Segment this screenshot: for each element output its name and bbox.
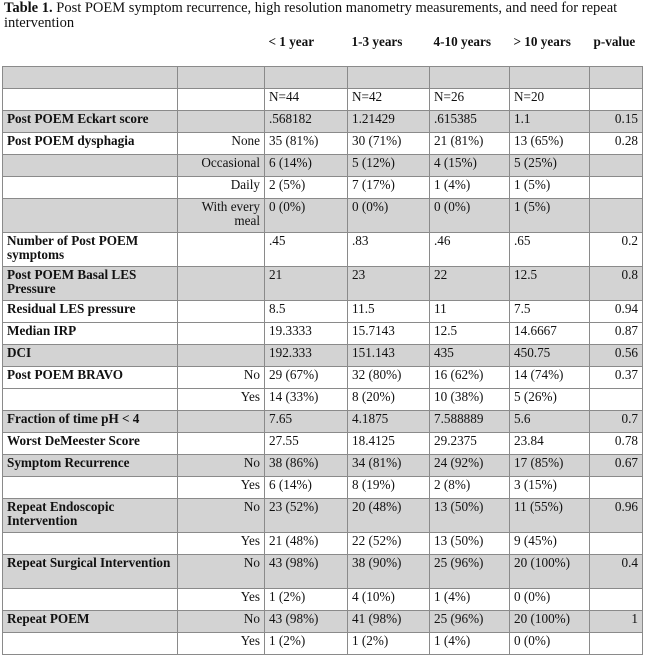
blank-cell [590, 66, 643, 88]
table-row [3, 388, 643, 410]
blank-cell [348, 66, 430, 88]
column-header: > 10 years [510, 32, 590, 66]
row-label: Number of Post POEM symptoms [3, 232, 178, 266]
value-cell: 18.4125 [348, 432, 430, 454]
column-header: < 1 year [265, 32, 348, 66]
value-cell: 8 (20%) [348, 388, 430, 410]
value-cell: 1 (2%) [265, 632, 348, 654]
row-sublabel [178, 110, 265, 132]
blank-cell [178, 66, 265, 88]
table-row [3, 198, 643, 232]
value-cell: 34 (81%) [348, 454, 430, 476]
value-cell: 23.84 [510, 432, 590, 454]
row-label: Fraction of time pH < 4 [3, 410, 178, 432]
row-label: Residual LES pressure [3, 300, 178, 322]
count-cell: N=44 [265, 88, 348, 110]
row-sublabel: Yes [178, 632, 265, 654]
table-row [3, 610, 643, 632]
p-value-cell [590, 176, 643, 198]
value-cell: 0 (0%) [430, 198, 510, 232]
value-cell: 30 (71%) [348, 132, 430, 154]
count-cell: N=20 [510, 88, 590, 110]
row-label [3, 588, 178, 610]
p-value-cell [590, 532, 643, 554]
blank-cell [590, 88, 643, 110]
value-cell: 5.6 [510, 410, 590, 432]
table-row [3, 432, 643, 454]
value-cell: 8.5 [265, 300, 348, 322]
row-label: Post POEM BRAVO [3, 366, 178, 388]
p-value-cell: 0.8 [590, 266, 643, 300]
value-cell: 1.1 [510, 110, 590, 132]
value-cell: 5 (25%) [510, 154, 590, 176]
value-cell: 2 (5%) [265, 176, 348, 198]
value-cell: 1 (5%) [510, 198, 590, 232]
p-value-cell: 0.67 [590, 454, 643, 476]
value-cell: 10 (38%) [430, 388, 510, 410]
counts-row [3, 88, 643, 110]
row-label: Worst DeMeester Score [3, 432, 178, 454]
table-row [3, 410, 643, 432]
p-value-cell [590, 588, 643, 610]
value-cell: 32 (80%) [348, 366, 430, 388]
value-cell: 151.143 [348, 344, 430, 366]
value-cell: 27.55 [265, 432, 348, 454]
p-value-cell: 0.87 [590, 322, 643, 344]
row-label: Symptom Recurrence [3, 454, 178, 476]
p-value-cell: 0.78 [590, 432, 643, 454]
blank-cell [3, 66, 178, 88]
value-cell: 16 (62%) [430, 366, 510, 388]
row-sublabel [178, 232, 265, 266]
table-row [3, 232, 643, 266]
value-cell: 7.5 [510, 300, 590, 322]
value-cell: 25 (96%) [430, 610, 510, 632]
table-caption [0, 0, 645, 32]
table-row [3, 132, 643, 154]
row-sublabel: Yes [178, 476, 265, 498]
header-blank [3, 32, 178, 66]
value-cell: 5 (26%) [510, 388, 590, 410]
value-cell: 9 (45%) [510, 532, 590, 554]
value-cell: 11 [430, 300, 510, 322]
p-value-cell [590, 154, 643, 176]
row-sublabel: With every meal [178, 198, 265, 232]
value-cell: 0 (0%) [265, 198, 348, 232]
column-header: p-value [590, 32, 643, 66]
value-cell: 25 (96%) [430, 554, 510, 588]
value-cell: 22 [430, 266, 510, 300]
row-label: Post POEM dysphagia [3, 132, 178, 154]
table-row [3, 322, 643, 344]
count-cell: N=42 [348, 88, 430, 110]
row-sublabel: No [178, 366, 265, 388]
value-cell: 12.5 [430, 322, 510, 344]
value-cell: 12.5 [510, 266, 590, 300]
blank-cell [265, 66, 348, 88]
p-value-cell: 0.28 [590, 132, 643, 154]
row-label [3, 476, 178, 498]
value-cell: 8 (19%) [348, 476, 430, 498]
value-cell: .83 [348, 232, 430, 266]
value-cell: 0 (0%) [510, 588, 590, 610]
value-cell: 17 (85%) [510, 454, 590, 476]
row-label: Post POEM Basal LES Pressure [3, 266, 178, 300]
blank-cell [430, 66, 510, 88]
row-label [3, 176, 178, 198]
table-row [3, 176, 643, 198]
value-cell: 23 (52%) [265, 498, 348, 532]
table-row [3, 154, 643, 176]
value-cell: 29.2375 [430, 432, 510, 454]
p-value-cell [590, 198, 643, 232]
value-cell: 7 (17%) [348, 176, 430, 198]
table-row [3, 110, 643, 132]
value-cell: 435 [430, 344, 510, 366]
value-cell: 1 (2%) [348, 632, 430, 654]
header-blank [178, 32, 265, 66]
value-cell: 20 (100%) [510, 610, 590, 632]
value-cell: 4.1875 [348, 410, 430, 432]
row-sublabel: Occasional [178, 154, 265, 176]
column-header: 1-3 years [348, 32, 430, 66]
row-label [3, 532, 178, 554]
value-cell: 1.21429 [348, 110, 430, 132]
header-row [3, 32, 643, 66]
value-cell: 0 (0%) [348, 198, 430, 232]
value-cell: .568182 [265, 110, 348, 132]
value-cell: 1 (4%) [430, 176, 510, 198]
row-sublabel: None [178, 132, 265, 154]
row-label [3, 632, 178, 654]
row-sublabel [178, 266, 265, 300]
value-cell: 2 (8%) [430, 476, 510, 498]
value-cell: .65 [510, 232, 590, 266]
count-cell: N=26 [430, 88, 510, 110]
value-cell: 14 (33%) [265, 388, 348, 410]
value-cell: 24 (92%) [430, 454, 510, 476]
value-cell: 13 (65%) [510, 132, 590, 154]
value-cell: 192.333 [265, 344, 348, 366]
p-value-cell: 0.56 [590, 344, 643, 366]
value-cell: 6 (14%) [265, 154, 348, 176]
blank-cell [178, 88, 265, 110]
value-cell: 7.65 [265, 410, 348, 432]
row-sublabel: No [178, 498, 265, 532]
table-row [3, 554, 643, 588]
blank-cell [3, 88, 178, 110]
row-sublabel [178, 322, 265, 344]
value-cell: 19.3333 [265, 322, 348, 344]
value-cell: 4 (10%) [348, 588, 430, 610]
row-label [3, 388, 178, 410]
value-cell: 23 [348, 266, 430, 300]
row-sublabel: No [178, 610, 265, 632]
p-value-cell [590, 632, 643, 654]
results-table [2, 32, 643, 655]
table-row [3, 632, 643, 654]
value-cell: .45 [265, 232, 348, 266]
value-cell: 7.588889 [430, 410, 510, 432]
row-sublabel: Yes [178, 588, 265, 610]
value-cell: 13 (50%) [430, 532, 510, 554]
caption-label: Table 1. [4, 0, 53, 16]
table-row [3, 266, 643, 300]
table-row [3, 344, 643, 366]
value-cell: 14.6667 [510, 322, 590, 344]
value-cell: 450.75 [510, 344, 590, 366]
value-cell: 1 (5%) [510, 176, 590, 198]
p-value-cell: 1 [590, 610, 643, 632]
row-sublabel [178, 410, 265, 432]
p-value-cell: 0.2 [590, 232, 643, 266]
table-row [3, 498, 643, 532]
value-cell: 6 (14%) [265, 476, 348, 498]
value-cell: 15.7143 [348, 322, 430, 344]
row-sublabel: No [178, 454, 265, 476]
value-cell: 38 (90%) [348, 554, 430, 588]
value-cell: 43 (98%) [265, 554, 348, 588]
row-label: Repeat Endoscopic Intervention [3, 498, 178, 532]
value-cell: 13 (50%) [430, 498, 510, 532]
p-value-cell [590, 476, 643, 498]
table-row [3, 532, 643, 554]
value-cell: 4 (15%) [430, 154, 510, 176]
blank-cell [510, 66, 590, 88]
value-cell: 41 (98%) [348, 610, 430, 632]
row-sublabel [178, 344, 265, 366]
row-label [3, 154, 178, 176]
row-sublabel: No [178, 554, 265, 588]
value-cell: 0 (0%) [510, 632, 590, 654]
p-value-cell: 0.4 [590, 554, 643, 588]
table-row [3, 300, 643, 322]
value-cell: 1 (4%) [430, 588, 510, 610]
value-cell: 14 (74%) [510, 366, 590, 388]
p-value-cell: 0.7 [590, 410, 643, 432]
row-label [3, 198, 178, 232]
value-cell: 11.5 [348, 300, 430, 322]
row-sublabel: Yes [178, 388, 265, 410]
row-label: Repeat Surgical Intervention [3, 554, 178, 588]
row-sublabel [178, 300, 265, 322]
row-label: Median IRP [3, 322, 178, 344]
value-cell: 21 [265, 266, 348, 300]
row-sublabel: Yes [178, 532, 265, 554]
p-value-cell: 0.15 [590, 110, 643, 132]
p-value-cell [590, 388, 643, 410]
value-cell: 21 (48%) [265, 532, 348, 554]
spacer-row [3, 66, 643, 88]
column-header: 4-10 years [430, 32, 510, 66]
value-cell: 20 (48%) [348, 498, 430, 532]
p-value-cell: 0.37 [590, 366, 643, 388]
value-cell: 11 (55%) [510, 498, 590, 532]
value-cell: 38 (86%) [265, 454, 348, 476]
value-cell: 1 (4%) [430, 632, 510, 654]
row-label: DCI [3, 344, 178, 366]
row-sublabel [178, 432, 265, 454]
value-cell: 43 (98%) [265, 610, 348, 632]
value-cell: .46 [430, 232, 510, 266]
value-cell: 3 (15%) [510, 476, 590, 498]
table-row [3, 454, 643, 476]
row-label: Repeat POEM [3, 610, 178, 632]
row-sublabel: Daily [178, 176, 265, 198]
value-cell: 22 (52%) [348, 532, 430, 554]
value-cell: 21 (81%) [430, 132, 510, 154]
value-cell: 1 (2%) [265, 588, 348, 610]
row-label: Post POEM Eckart score [3, 110, 178, 132]
table-row [3, 476, 643, 498]
table-row [3, 366, 643, 388]
caption-text: Post POEM symptom recurrence, high resolution manometry measurements, and need for repeat intervention [4, 0, 618, 31]
p-value-cell: 0.96 [590, 498, 643, 532]
table-row [3, 588, 643, 610]
p-value-cell: 0.94 [590, 300, 643, 322]
value-cell: 20 (100%) [510, 554, 590, 588]
value-cell: 29 (67%) [265, 366, 348, 388]
value-cell: 5 (12%) [348, 154, 430, 176]
value-cell: .615385 [430, 110, 510, 132]
value-cell: 35 (81%) [265, 132, 348, 154]
